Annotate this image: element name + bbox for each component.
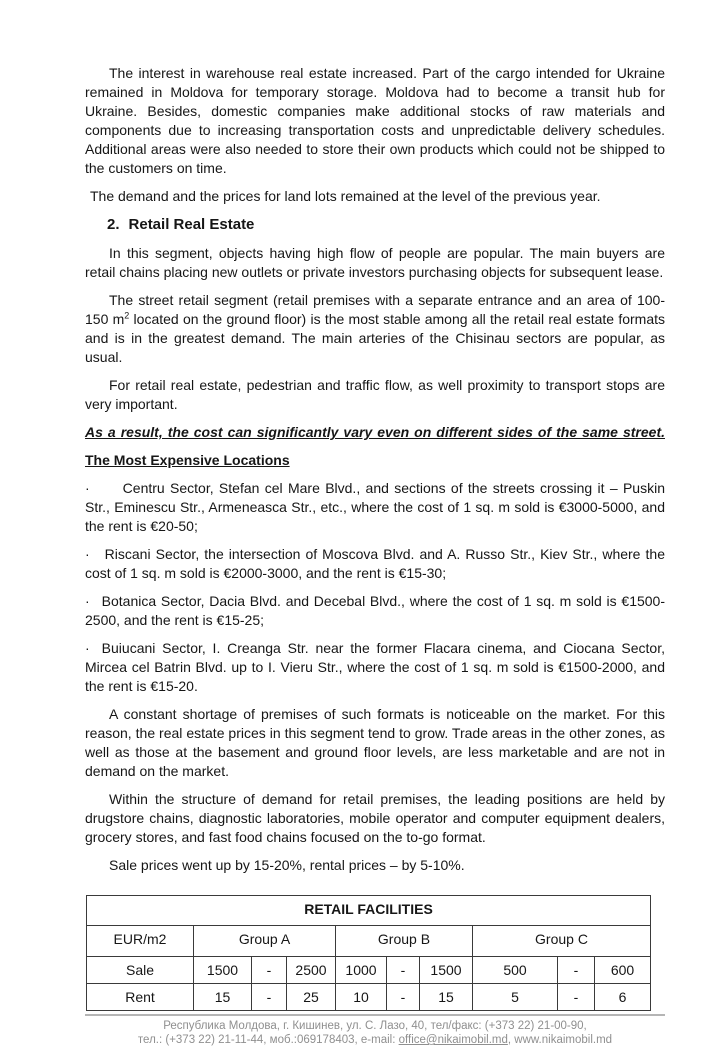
col-header-group-b: Group B — [336, 926, 473, 957]
list-item-centru — [85, 479, 665, 536]
paragraph-pedestrian-flow: For retail real estate, pedestrian and traffic flow, as well proximity to transport stops are very important. — [85, 377, 665, 412]
list-item-botanica — [85, 592, 665, 630]
rent-a-max: 25 — [287, 984, 336, 1011]
paragraph-demand-structure: Within the structure of demand for retail premises, the leading positions are held by drugstore chains, diagnostic laboratories, mobile operator and computer equipment dealers, grocery stores, and fast food chains focused on the to-go format. — [85, 791, 665, 845]
subheading-most-expensive-locations: The Most Expensive Locations — [85, 452, 290, 468]
table-row-rent — [87, 984, 651, 1011]
rent-c-dash: - — [558, 984, 595, 1011]
footer-address-line: Республика Молдова, г. Кишинев, ул. С. Лазо, 40, тел/факс: (+373 22) 21-00-90, — [163, 1020, 587, 1032]
sale-b-dash: - — [387, 957, 420, 984]
paragraph-street-retail — [85, 291, 665, 367]
street-retail-text-2: located on the ground floor) is the most stable among all the retail real estate formats and is in the greatest demand. The main arteries of the Chisinau sectors are popular, as usual. — [85, 311, 665, 365]
statement-cost-varies: As a result, the cost can significantly vary even on different sides of the same street. — [85, 424, 665, 440]
row-label-rent: Rent — [87, 984, 194, 1011]
street-retail-text-1: The street retail segment (retail premises with a separate entrance and an area of 100-150 m — [85, 292, 665, 327]
sale-c-dash: - — [558, 957, 595, 984]
bullet-text: Botanica Sector, Dacia Blvd. and Decebal Blvd., where the cost of 1 sq. m sold is €1500-2500, and the rent is €15-25; — [85, 593, 665, 628]
rent-b-max: 15 — [420, 984, 473, 1011]
sale-b-max: 1500 — [420, 957, 473, 984]
row-label-sale: Sale — [87, 957, 194, 984]
paragraph-shortage: A constant shortage of premises of such formats is noticeable on the market. For this reason, the real estate prices in this segment tend to grow. Trade areas in the other zones, as well as those at the basement and ground floor levels, are less marketable and are not in demand on the market. — [85, 706, 665, 779]
table-title: RETAIL FACILITIES — [87, 896, 651, 926]
rent-c-min: 5 — [473, 984, 558, 1011]
sale-b-min: 1000 — [336, 957, 387, 984]
email-link[interactable]: office@nikaimobil.md — [398, 1034, 508, 1046]
list-item-riscani — [85, 545, 665, 583]
rent-a-dash: - — [252, 984, 287, 1011]
footer-phones: тел.: (+373 22) 21-11-44, моб.:069178403, e-mail: — [137, 1034, 399, 1046]
superscript-2: 2 — [124, 310, 130, 321]
col-header-group-c: Group C — [473, 926, 651, 957]
sale-a-min: 1500 — [194, 957, 252, 984]
sale-a-max: 2500 — [287, 957, 336, 984]
footer-website: , www.nikaimobil.md — [507, 1034, 613, 1046]
paragraph-price-growth: Sale prices went up by 15-20%, rental prices – by 5-10%. — [109, 857, 465, 873]
paragraph-warehouse: The interest in warehouse real estate increased. Part of the cargo intended for Ukraine remained in Moldova for temporary storage. Moldova had to become a transit hub for Ukraine. Besides, domestic companies make additional stocks of raw materials and components due to increasing transportation costs and unpredictable delivery schedules. Additional areas were also needed to store their own products which could not be shipped to the customers on time. — [85, 65, 665, 176]
retail-facilities-table — [86, 895, 651, 1011]
table-row-sale — [87, 957, 651, 984]
rent-a-min: 15 — [194, 984, 252, 1011]
section-title: Retail Real Estate — [128, 216, 255, 233]
bullet-marker: · — [85, 546, 90, 562]
page-footer — [85, 1014, 665, 1047]
table-header-row — [87, 926, 651, 957]
table-title-row — [87, 896, 651, 926]
col-header-unit: EUR/m2 — [87, 926, 194, 957]
sale-c-min: 500 — [473, 957, 558, 984]
bullet-text: Buiucani Sector, I. Creanga Str. near the former Flacara cinema, and Ciocana Sector, Mircea cel Batrin Blvd. up to I. Vieru Str., where the cost of 1 sq. m sold is €1500-2000, and the rent is €15-20. — [85, 640, 665, 694]
rent-b-dash: - — [387, 984, 420, 1011]
section-heading-retail-real-estate — [85, 215, 665, 234]
paragraph-segment-buyers: In this segment, objects having high flow of people are popular. The main buyers are retail chains placing new outlets or private investors purchasing objects for subsequent lease. — [85, 245, 665, 280]
section-number: 2. — [107, 216, 120, 233]
bullet-marker: · — [85, 593, 90, 609]
rent-b-min: 10 — [336, 984, 387, 1011]
paragraph-land-lots: The demand and the prices for land lots remained at the level of the previous year. — [90, 188, 601, 204]
col-header-group-a: Group A — [194, 926, 336, 957]
bullet-marker: · — [85, 640, 90, 656]
list-item-buiucani — [85, 639, 665, 696]
bullet-marker: · — [85, 480, 90, 496]
bullet-text: Riscani Sector, the intersection of Moscova Blvd. and A. Russo Str., Kiev Str., where the cost of 1 sq. m sold is €2000-3000, and the rent is €15-30; — [85, 546, 665, 581]
sale-c-max: 600 — [595, 957, 651, 984]
rent-c-max: 6 — [595, 984, 651, 1011]
sale-a-dash: - — [252, 957, 287, 984]
footer-contacts-line — [85, 1033, 665, 1047]
bullet-text: Centru Sector, Stefan cel Mare Blvd., and sections of the streets crossing it – Puskin Str., Eminescu Str., Armeneasca Str., etc., where the cost of 1 sq. m sold is €3000-5000, and the rent is €20-50; — [85, 480, 665, 534]
